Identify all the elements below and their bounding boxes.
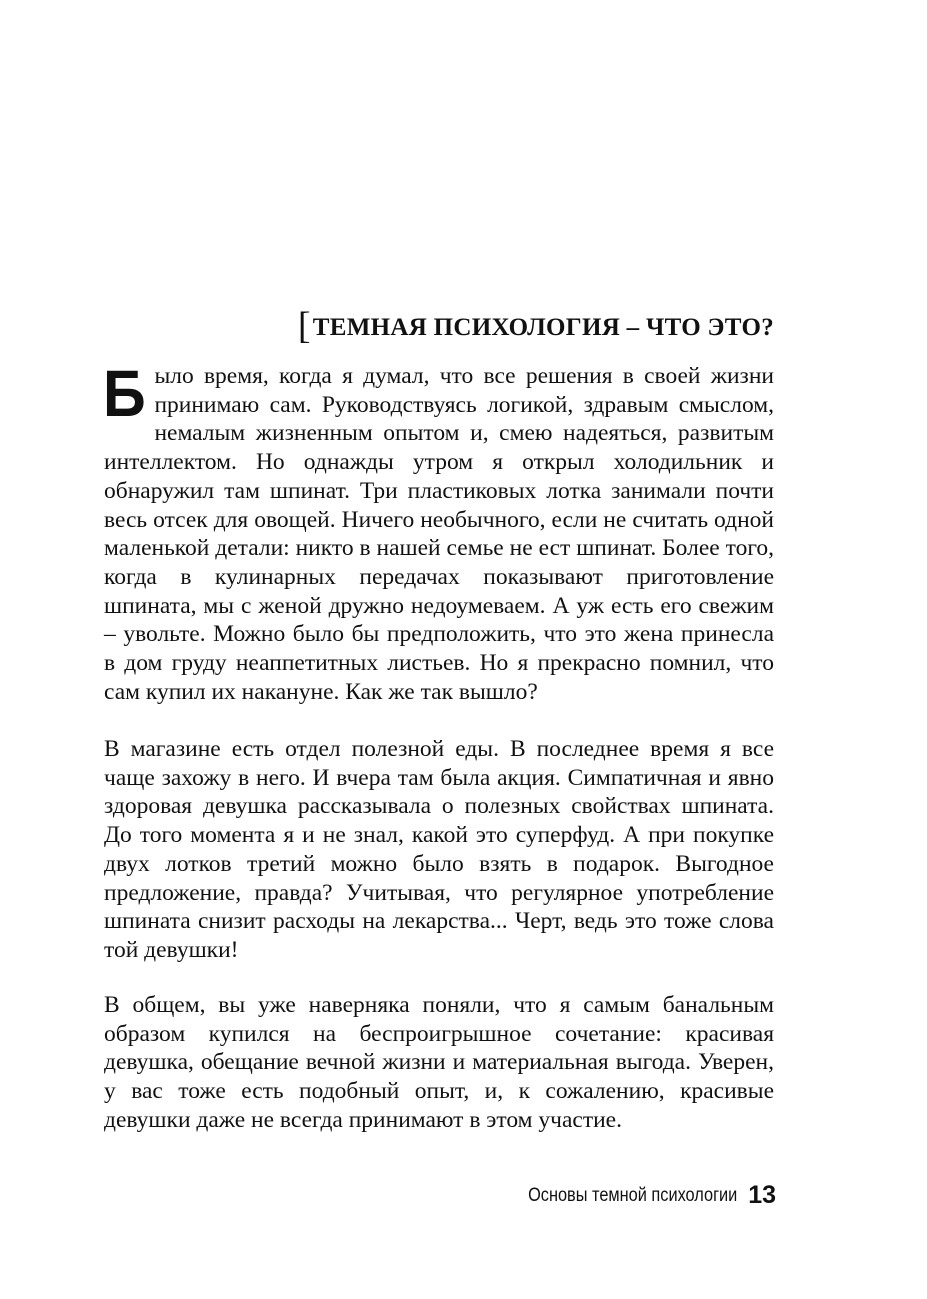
- running-title: Основы темной психологии: [528, 1184, 738, 1206]
- page-footer: [104, 1181, 776, 1210]
- section-heading: [104, 306, 774, 348]
- paragraph-2: В магазине есть отдел полезной еды. В последнее время я все чаще захожу в него. И вчера там была акция. Симпатичная и явно здоровая девушка рассказывала о полезных свойствах шпината. До того момента я и не знал, какой это суперфуд. А при покупке двух лотков третий можно было взять в подарок. Выгодное предложение, правда? Учитывая, что регулярное употребление шпината снизит расходы на лекарства... Черт, ведь это тоже слова той девушки!: [104, 736, 774, 963]
- paragraph-3: В общем, вы уже наверняка поняли, что я самым банальным образом купился на беспроигрышное сочетание: красивая девушка, обещание вечной жизни и материальная выгода. Уверен, у вас тоже есть подобный опыт, и, к сожалению, красивые девушки даже не всегда принимают в этом участие.: [104, 992, 774, 1133]
- drop-cap: Б: [103, 356, 146, 430]
- paragraph-1-text: ыло время, когда я думал, что все решения в своей жизни принимаю сам. Руководствуясь логикой, здравым смыслом, немалым жизненным опытом и, смею надеяться, развитым интеллектом. Но однажды утром я открыл холодильник и обнаружил там шпинат. Три пластиковых лотка занимали почти весь отсек для овощей. Ничего необычного, если не считать одной маленькой детали: никто в нашей семье не ест шпинат. Более того, когда в кулинарных передачах показывают приготовление шпината, мы с женой дружно недоумеваем. А уж есть его свежим – увольте. Можно было бы предположить, что это жена принесла в дом груду неаппетитных листьев. Но я прекрасно помнил, что сам купил их накануне. Как же так вышло?: [104, 363, 774, 705]
- paragraph-1: [103, 356, 774, 706]
- heading-bracket: [: [297, 305, 311, 347]
- page-number: 13: [748, 1181, 776, 1209]
- heading-text: ТЕМНАЯ ПСИХОЛОГИЯ – ЧТО ЭТО?: [312, 314, 774, 341]
